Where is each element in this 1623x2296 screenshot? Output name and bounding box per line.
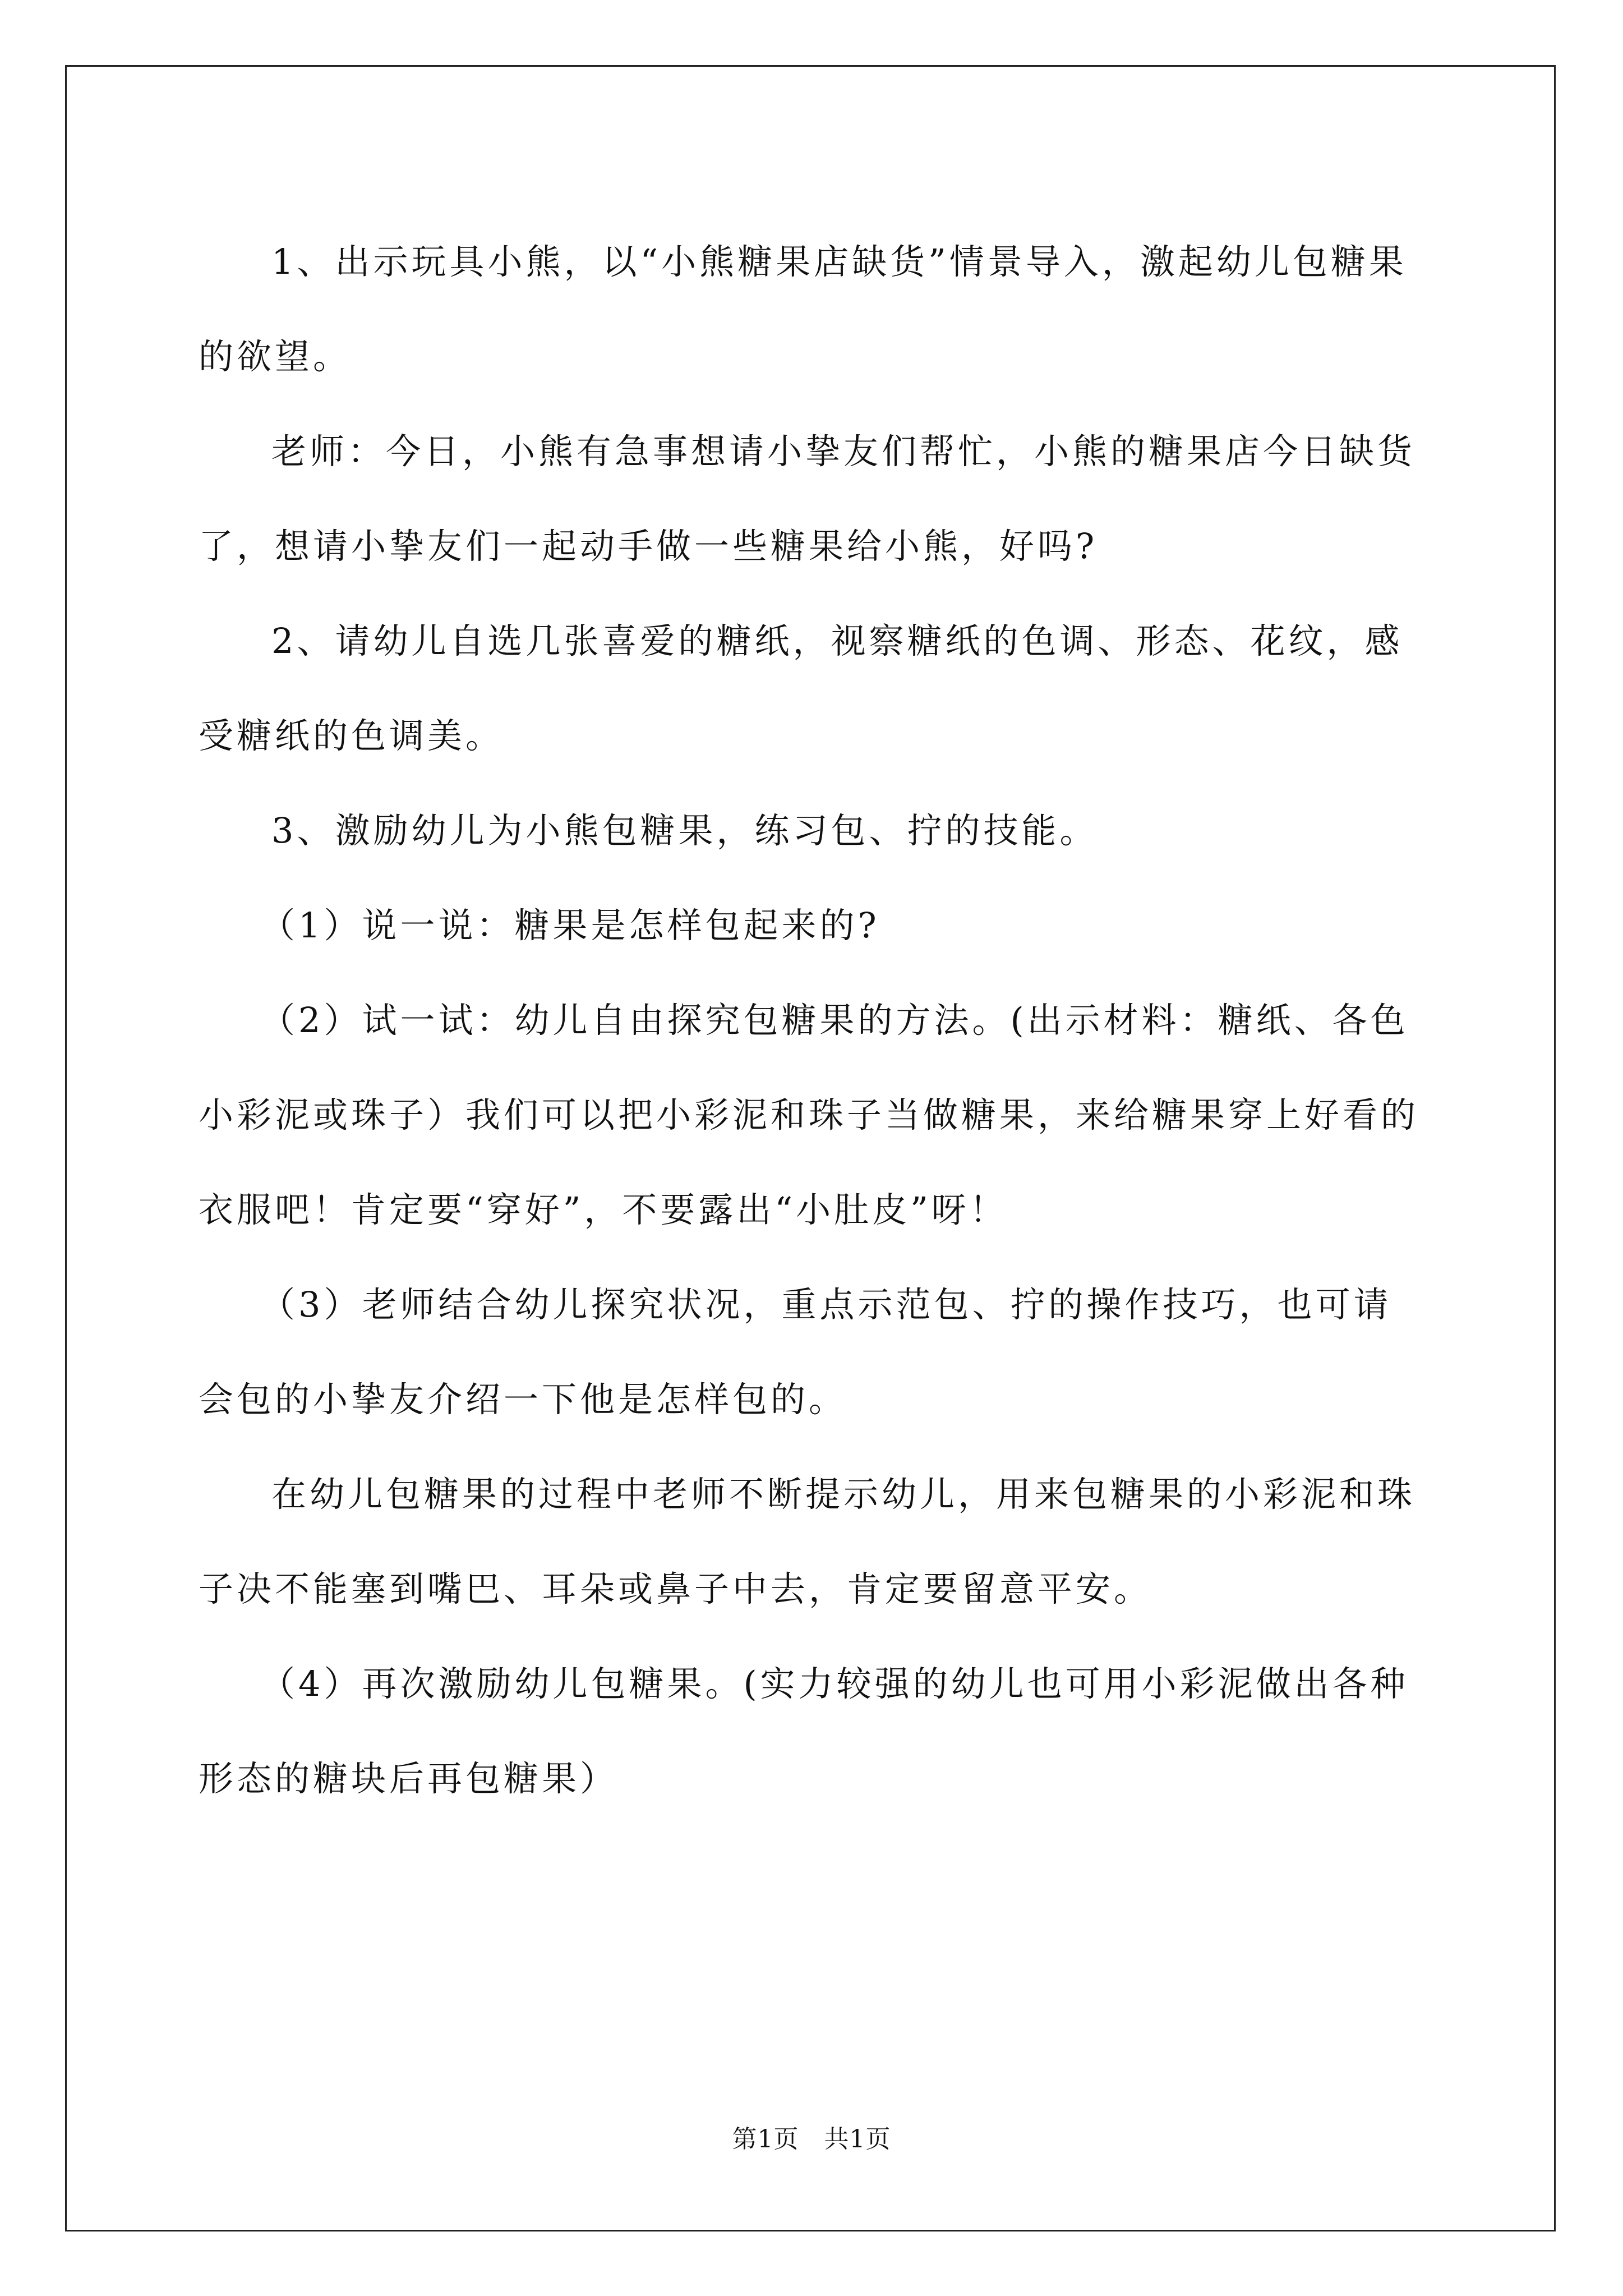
document-body [199,214,1427,1826]
paragraph-substep-2: （2）试一试：幼儿自由探究包糖果的方法。(出示材料：糖纸、各色小彩泥或珠子）我们可以把小彩泥和珠子当做糖果，来给糖果穿上好看的衣服吧！肯定要“穿好”，不要露出“小肚皮”呀！ [199,1000,1419,1230]
paragraph-safety-note: 在幼儿包糖果的过程中老师不断提示幼儿，用来包糖果的小彩泥和珠子决不能塞到嘴巴、耳朵或鼻子中去，肯定要留意平安。 [199,1474,1416,1609]
paragraph-substep-3: （3）老师结合幼儿探究状况，重点示范包、拧的操作技巧，也可请会包的小挚友介绍一下他是怎样包的。 [199,1284,1392,1420]
paragraph-substep-4: （4）再次激励幼儿包糖果。(实力较强的幼儿也可用小彩泥做出各种形态的糖块后再包糖果） [199,1663,1409,1799]
paragraph-step-3: 3、激励幼儿为小熊包糖果，练习包、拧的技能。 [271,810,1098,851]
paragraph-step-2: 2、请幼儿自选几张喜爱的糖纸，视察糖纸的色调、形态、花纹，感受糖纸的色调美。 [199,620,1403,756]
paragraph-substep-1: （1）说一说：糖果是怎样包起来的? [260,905,880,946]
page-number-footer: 第1页 共1页 [732,2125,891,2154]
paragraph-step-1: 1、出示玩具小熊，以“小熊糖果店缺货”情景导入，激起幼儿包糖果的欲望。 [199,241,1407,377]
paragraph-teacher-intro: 老师：今日，小熊有急事想请小挚友们帮忙，小熊的糖果店今日缺货了，想请小挚友们一起动手做一些糖果给小熊，好吗? [199,431,1416,567]
